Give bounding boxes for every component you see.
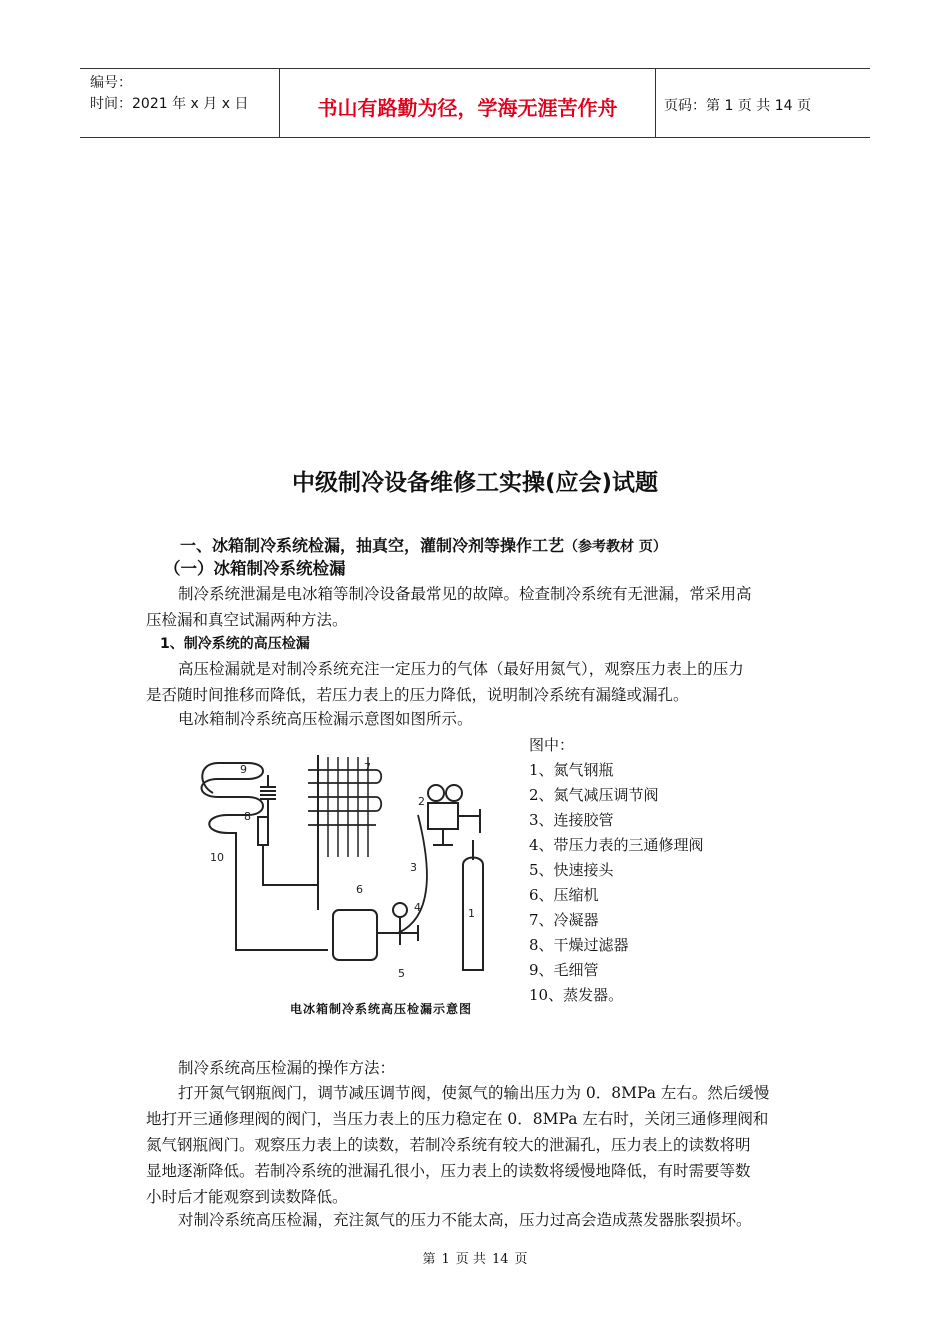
paragraph-1 [146, 581, 808, 633]
paragraph-3 [146, 706, 808, 732]
figure-number: 5 [398, 967, 405, 980]
footer-mid: 页 共 [455, 1252, 486, 1267]
figure-number: 7 [364, 761, 371, 774]
time-label: 时间：2021 年 x 月 x 日 [90, 96, 249, 112]
legend-item: 3、连接胶管 [529, 811, 614, 829]
pressure-regulator [428, 803, 458, 829]
figure-number: 9 [240, 763, 247, 776]
paragraph-2-line-2: 是否随时间推移而降低，若压力表上的压力降低，说明制冷系统有漏缝或漏孔。 [146, 686, 689, 704]
method-title-text: 制冷系统高压检漏的操作方法： [178, 1059, 396, 1077]
footer-prefix: 第 [422, 1252, 436, 1267]
header-left-cell [80, 69, 280, 137]
capillary-tube [260, 775, 276, 817]
paragraph-4-line-5: 小时后才能观察到读数降低。 [146, 1188, 348, 1206]
figure-number: 3 [410, 861, 417, 874]
subsection-heading: （一）冰箱制冷系统检漏 [164, 559, 346, 578]
paragraph-4 [146, 1080, 808, 1210]
figure-number: 8 [244, 810, 251, 823]
condenser-coil [318, 757, 368, 857]
legend-item: 10、蒸发器。 [529, 986, 624, 1004]
figure-number: 6 [356, 883, 363, 896]
paragraph-2 [146, 656, 808, 708]
legend-item: 9、毛细管 [529, 961, 599, 979]
footer-suffix: 页 [514, 1252, 528, 1267]
legend-item: 6、压缩机 [529, 886, 599, 904]
document-title: 中级制冷设备维修工实操(应会)试题 [291, 470, 659, 496]
leak-test-diagram [188, 745, 488, 1025]
paragraph-1-line-1: 制冷系统泄漏是电冰箱等制冷设备最常见的故障。检查制冷系统有无泄漏，常采用高 [178, 585, 752, 603]
paragraph-4-line-1: 打开氮气钢瓶阀门，调节减压调节阀，使氮气的输出压力为 0．8MPa 左右。然后缓慢 [178, 1084, 770, 1102]
figure-number: 10 [210, 851, 224, 864]
legend-item: 5、快速接头 [529, 861, 614, 879]
footer-total: 14 [491, 1252, 509, 1267]
legend-item: 4、带压力表的三通修理阀 [529, 836, 704, 854]
sub-heading-high-pressure: 1、制冷系统的高压检漏 [160, 636, 310, 652]
connecting-hose [398, 815, 427, 933]
page-header [80, 68, 870, 138]
regulator-gauge-left [428, 785, 444, 801]
paragraph-4-line-4: 显地逐渐降低。若制冷系统的泄漏孔很小，压力表上的读数将缓慢地降低，有时需要等数 [146, 1162, 751, 1180]
figure-legend [529, 733, 704, 1008]
legend-item: 2、氮气减压调节阀 [529, 786, 659, 804]
section-heading-1-ref: （参考教材 页） [564, 539, 667, 555]
header-page-info: 页码：第 1 页 共 14 页 [664, 98, 811, 114]
figure-number: 1 [468, 907, 475, 920]
figure-caption: 电冰箱制冷系统高压检漏示意图 [290, 1002, 473, 1016]
dryer-filter [258, 817, 268, 845]
legend-title: 图中： [529, 736, 575, 754]
footer-page: 1 [441, 1252, 450, 1267]
compressor [333, 910, 377, 960]
paragraph-5-text: 对制冷系统高压检漏，充注氮气的压力不能太高，压力过高会造成蒸发器胀裂损坏。 [178, 1211, 752, 1229]
figure-number: 4 [414, 901, 421, 914]
figure-number: 2 [418, 795, 425, 808]
paragraph-1-line-2: 压检漏和真空试漏两种方法。 [146, 611, 348, 629]
legend-item: 1、氮气钢瓶 [529, 761, 614, 779]
number-label: 编号： [90, 75, 132, 91]
paragraph-2-line-1: 高压检漏就是对制冷系统充注一定压力的气体（最好用氮气），观察压力表上的压力 [178, 660, 744, 678]
nitrogen-bottle [463, 840, 483, 970]
paragraph-4-line-2: 地打开三通修理阀的阀门，当压力表上的压力稳定在 0．8MPa 左右时，关闭三通修理阀和 [146, 1110, 769, 1128]
legend-item: 7、冷凝器 [529, 911, 599, 929]
pressure-gauge-valve [393, 903, 407, 917]
evaporator-coil [202, 763, 264, 833]
paragraph-5 [146, 1207, 808, 1233]
section-heading-1-text: 一、冰箱制冷系统检漏，抽真空，灌制冷剂等操作工艺 [180, 536, 565, 555]
page-footer [0, 1248, 950, 1267]
method-title [146, 1055, 808, 1081]
header-motto: 书山有路勤为径，学海无涯苦作舟 [280, 69, 656, 137]
paragraph-3-text: 电冰箱制冷系统高压检漏示意图如图所示。 [178, 710, 473, 728]
legend-item: 8、干燥过滤器 [529, 936, 629, 954]
regulator-gauge-right [446, 785, 462, 801]
paragraph-4-line-3: 氮气钢瓶阀门。观察压力表上的读数，若制冷系统有较大的泄漏孔，压力表上的读数将明 [146, 1136, 751, 1154]
